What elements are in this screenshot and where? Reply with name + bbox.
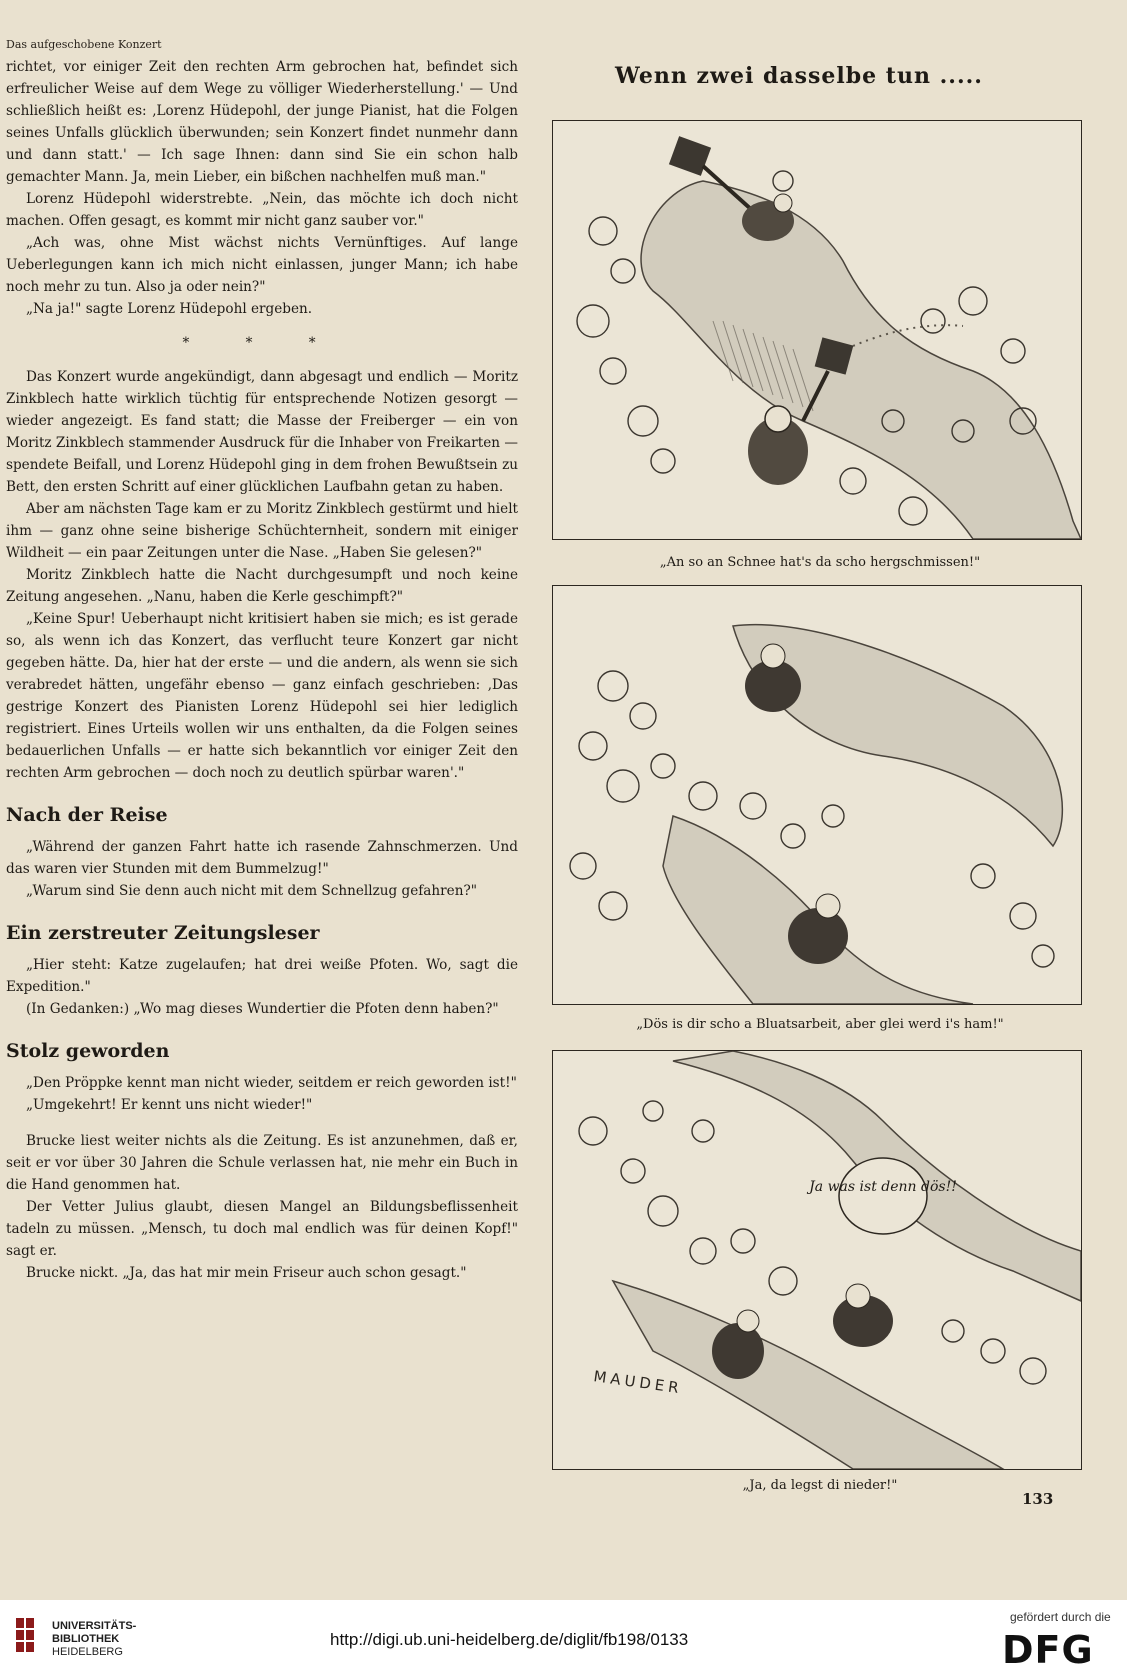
story-paragraph: Lorenz Hüdepohl widerstrebte. „Nein, das möchte ich doch nicht machen. Offen gesagt, es kommt mir nicht ganz sauber vor." <box>6 191 518 229</box>
anecdote-paragraph: „Umgekehrt! Er kennt uns nicht wieder!" <box>26 1097 313 1113</box>
footer-bar <box>0 1600 1127 1678</box>
section-heading: Stolz geworden <box>6 1040 170 1062</box>
anecdote-paragraph: „Hier steht: Katze zugelaufen; hat drei weiße Pfoten. Wo, sagt die Expedition." <box>6 957 518 995</box>
anecdote-paragraph: „Warum sind Sie denn auch nicht mit dem Schnellzug gefahren?" <box>26 883 477 899</box>
speech-bubble-shape <box>839 1158 927 1234</box>
anecdote-paragraph: „Den Pröppke kennt man nicht wieder, seitdem er reich geworden ist!" <box>26 1075 517 1091</box>
permalink-url[interactable]: http://digi.ub.uni-heidelberg.de/diglit/fb198/0133 <box>330 1630 689 1649</box>
section-heading: Ein zerstreuter Zeitungsleser <box>6 922 320 944</box>
cartoon-caption-1: „An so an Schnee hat's da scho hergschmissen!" <box>659 555 981 570</box>
cartoon-panel-2 <box>552 585 1082 1005</box>
library-name-line: UNIVERSITÄTS- <box>52 1620 137 1632</box>
university-library-logo-icon <box>14 1616 44 1662</box>
cartoon-drawing-3 <box>553 1051 1081 1469</box>
speech-bubble-text: Ja was ist denn dös!! <box>809 1179 957 1195</box>
story-paragraph: „Na ja!" sagte Lorenz Hüdepohl ergeben. <box>26 301 313 317</box>
anecdote-paragraph: (In Gedanken:) „Wo mag dieses Wundertier die Pfoten denn haben?" <box>26 1001 499 1017</box>
cartoon-title: Wenn zwei dasselbe tun ..... <box>615 63 983 89</box>
library-name-line: HEIDELBERG <box>52 1646 123 1658</box>
anecdote-paragraph: Der Vetter Julius glaubt, diesen Mangel an Bildungsbeflissenheit tadeln zu müssen. „Mensch, tu doch mal endlich was für deinen Kopf!" sagt er. <box>6 1199 518 1259</box>
cartoon-caption-2: „Dös is dir scho a Bluatsarbeit, aber glei werd i's ham!" <box>636 1017 1004 1032</box>
story-paragraph: Das Konzert wurde angekündigt, dann abgesagt und endlich — Moritz Zinkblech hatte wirklich tüchtig für entsprechende Notizen gesorgt — wieder angezeigt. Es fand statt; die Masse der Freiberger — ein von Moritz Zinkblech stammender Ausdruck für die Inhaber von Freikarten — spendete Beifall, und Lorenz Hüdepohl ging in dem frohen Bewußtsein zu Bett, den ersten Schritt auf einer glücklichen Laufbahn getan zu haben. <box>6 369 518 495</box>
page-number: 133 <box>1022 1490 1054 1508</box>
story-paragraph: Moritz Zinkblech hatte die Nacht durchgesumpft und noch keine Zeitung angesehen. „Nanu, haben die Kerle geschimpft?" <box>6 567 518 605</box>
section-separator: * * * <box>182 335 342 351</box>
dfg-logo: DFG <box>1002 1628 1094 1672</box>
library-name <box>52 1620 136 1659</box>
story-paragraph: „Ach was, ohne Mist wächst nichts Vernünftiges. Auf lange Ueberlegungen kann ich mich nicht einlassen, junger Mann; ich habe noch mehr zu tun. Also ja oder nein?" <box>6 235 518 295</box>
anecdote-paragraph: Brucke liest weiter nichts als die Zeitung. Es ist anzunehmen, daß er, seit er vor über 30 Jahren die Schule verlassen hat, nie mehr ein Buch in die Hand genommen hat. <box>6 1133 518 1193</box>
artist-signature: MAUDER <box>592 1367 684 1398</box>
cartoon-drawing-2 <box>553 586 1081 1004</box>
funding-label: gefördert durch die <box>1010 1610 1111 1624</box>
story-paragraph: richtet, vor einiger Zeit den rechten Arm gebrochen hat, befindet sich erfreulicher Weise auf dem Wege zu völliger Wiederherstellung.' — Und schließlich heißt es: ‚Lorenz Hüdepohl, der junge Pianist, hat die Folgen seines Unfalls glücklich überwunden; sein Konzert findet nunmehr dann und dann statt.' — Ich sage Ihnen: dann sind Sie ein schon halb gemachter Mann. Ja, mein Lieber, ein bißchen nachhelfen muß man." <box>6 59 518 185</box>
anecdote-paragraph: Brucke nickt. „Ja, das hat mir mein Friseur auch schon gesagt." <box>26 1265 467 1281</box>
left-text-column <box>6 38 518 1284</box>
library-name-line: BIBLIOTHEK <box>52 1633 120 1645</box>
cartoon-panel-3 <box>552 1050 1082 1470</box>
anecdote-paragraph: „Während der ganzen Fahrt hatte ich rasende Zahnschmerzen. Und das waren vier Stunden mit dem Bummelzug!" <box>6 839 518 877</box>
story-paragraph: Aber am nächsten Tage kam er zu Moritz Zinkblech gestürmt und hielt ihm — ganz ohne seine bisherige Schüchternheit, sondern mit einiger Wildheit — ein paar Zeitungen unter die Nase. „Haben Sie gelesen?" <box>6 501 518 561</box>
story-paragraph: „Keine Spur! Ueberhaupt nicht kritisiert haben sie mich; es ist gerade so, als wenn ich das Konzert, das verflucht teure Konzert gar nicht gegeben hätte. Da, hier hat der erste — und die andern, als wenn sie sich verabredet hätten, ungefähr ebenso — ganz einfach geschrieben: ‚Das gestrige Konzert des Pianisten Lorenz Hüdepohl sei hier lediglich registriert. Eines Urteils wollen wir uns enthalten, da die Folgen seines bedauerlichen Unfalls — er hatte sich bekanntlich vor einiger Zeit den rechten Arm gebrochen — doch noch zu deutlich spürbar waren'." <box>6 611 518 781</box>
cartoon-panel-1 <box>552 120 1082 540</box>
section-heading: Nach der Reise <box>6 804 168 826</box>
running-head: Das aufgeschobene Konzert <box>6 38 162 51</box>
cartoon-drawing-1 <box>553 121 1081 539</box>
cartoon-caption-3: „Ja, da legst di nieder!" <box>742 1478 898 1493</box>
